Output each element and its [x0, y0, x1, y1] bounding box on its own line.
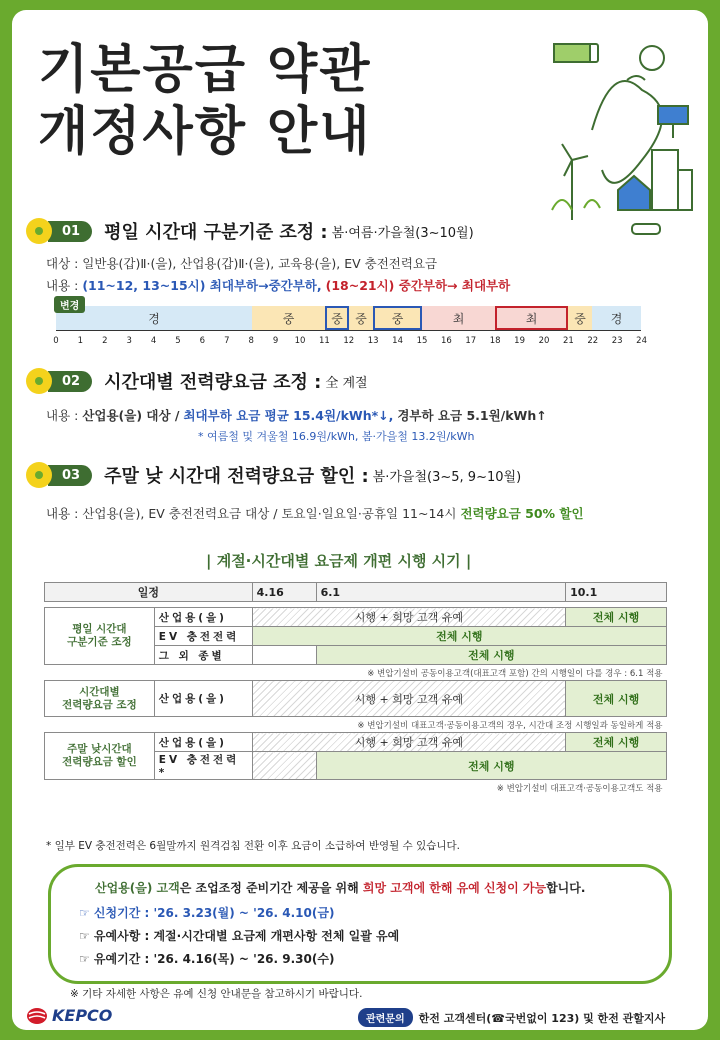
tick-label: 23 — [611, 336, 623, 346]
tick-label: 3 — [126, 336, 132, 346]
band-mid-13-15: 중 — [373, 306, 422, 330]
item-ev: EV 충전전력* — [154, 752, 252, 780]
full-cell: 전체 시행 — [316, 646, 666, 665]
house-icon — [618, 176, 650, 210]
section-1-header — [26, 216, 474, 246]
content-label: 내용 : — [46, 506, 79, 521]
callout-deferral: ☞ 유예기간 : '26. 4.16(목) ~ '26. 9.30(수) — [79, 952, 335, 966]
tick-label: 8 — [248, 336, 254, 346]
timeline-axis — [56, 330, 641, 331]
section-subtitle: 봄·가을철(3~5, 9~10월) — [372, 469, 522, 485]
tick-label: 20 — [538, 336, 550, 346]
table-row — [45, 733, 667, 752]
notice-sheet — [12, 10, 708, 1030]
band-mid-21-22: 중 — [568, 306, 592, 330]
date-0601: 6.1 — [316, 583, 566, 602]
section-title: 시간대별 전력량요금 조정 : — [104, 372, 322, 393]
tick-label: 15 — [416, 336, 428, 346]
item-ev: EV 충전전력 — [154, 627, 252, 646]
col-schedule: 일정 — [45, 583, 253, 602]
band-light-22-24: 경 — [592, 306, 641, 330]
band-mid-8-11: 중 — [252, 306, 325, 330]
tick-label: 1 — [77, 336, 84, 346]
change-badge: 변경 — [54, 296, 85, 313]
content-target: 산업용(을), EV 충전전력요금 대상 / 토요일·일요일·공휴일 11~14시 — [82, 506, 457, 521]
note-2: ※ 변압기설비 대표고객·공동이용고객의 경우, 시간대 조정 시행일과 동일하게 적용 — [357, 720, 663, 731]
title-line-1: 기본공급 약관 — [38, 40, 372, 100]
full-cell: 전체 시행 — [252, 627, 666, 646]
solar-panel-icon — [658, 106, 688, 124]
full-cell: 전체 시행 — [566, 681, 667, 717]
sec1-content — [46, 276, 510, 294]
lightbulb-icon — [26, 218, 52, 244]
tick-label: 6 — [199, 336, 206, 346]
tick-label: 18 — [489, 336, 501, 346]
tick-label: 10 — [294, 336, 306, 346]
tick-label: 17 — [465, 336, 477, 346]
section-subtitle: 봄·여름·가을철(3~10월) — [331, 225, 474, 241]
pilot-cell: 시행 + 희망 고객 유예 — [252, 681, 565, 717]
tick-label: 11 — [318, 336, 330, 346]
schedule-heading: | 계절·시간대별 요금제 개편 시행 시기 | — [206, 552, 472, 570]
pilot-cell: 시행 + 희망 고객 유예 — [252, 608, 565, 627]
content-blue: (11~12, 13~15시) 최대부하→중간부하, — [82, 278, 322, 293]
tick-label: 0 — [53, 336, 59, 346]
note-1: ※ 변압기설비 공동이용고객(대표고객 포함) 간의 시행일이 다를 경우 : 6.1 적용 — [367, 668, 663, 679]
item-other: 그 외 종별 — [154, 646, 252, 665]
sec2-content — [46, 406, 547, 424]
band-mid-12-13: 중 — [349, 306, 373, 330]
section-number: 02 — [48, 371, 92, 392]
item-industrial: 산업용(을) — [154, 733, 252, 752]
section-2-header — [26, 366, 368, 396]
schedule-table — [44, 582, 667, 796]
kepco-logo: KEPCO — [26, 1006, 112, 1025]
tick-label: 19 — [514, 336, 526, 346]
content-label: 내용 : — [46, 408, 79, 423]
sec3-content — [46, 504, 584, 522]
band-peak-15-18: 최 — [422, 306, 495, 330]
content-label: 내용 : — [46, 278, 79, 293]
callout-scope: ☞ 유예사항 : 계절·시간대별 요금제 개편사항 전체 일괄 유예 — [79, 929, 400, 943]
table-row — [45, 608, 667, 627]
pilot-cell: 시행 + 희망 고객 유예 — [252, 733, 565, 752]
section-number: 03 — [48, 465, 92, 486]
tick-label: 13 — [367, 336, 379, 346]
band-peak-18-21: 최 — [495, 306, 568, 330]
ev-car-icon — [632, 224, 660, 234]
callout-lead: 산업용(을) 고객은 조업조정 준비기간 제공을 위해 희망 고객에 한해 유예 신청이 가능합니다. — [95, 881, 586, 895]
section-number: 01 — [48, 221, 92, 242]
date-1001: 10.1 — [566, 583, 667, 602]
tick-label: 12 — [343, 336, 355, 346]
tick-label: 14 — [392, 336, 404, 346]
section-title: 평일 시간대 구분기준 조정 : — [104, 222, 328, 243]
tick-label: 24 — [636, 336, 648, 346]
tick-label: 5 — [175, 336, 181, 346]
deferral-callout — [48, 864, 672, 984]
table-row — [45, 681, 667, 717]
schedule-header-row — [45, 583, 667, 602]
kepco-logo-icon — [26, 1007, 48, 1025]
footer-note: ※ 기타 자세한 사항은 유예 신청 안내문을 참고하시기 바랍니다. — [70, 988, 363, 1000]
section-3-header — [26, 460, 521, 490]
lightbulb-icon — [26, 462, 52, 488]
tick-label: 4 — [150, 336, 157, 346]
full-cell: 전체 시행 — [566, 733, 667, 752]
building-icon — [652, 150, 678, 210]
content-red: (18~21시) 중간부하→ 최대부하 — [325, 278, 511, 293]
sec2-footnote: * 여름철 및 겨울철 16.9원/kWh, 봄·가을철 13.2원/kWh — [198, 430, 475, 443]
group-time-rate: 시간대별 전력량요금 조정 — [45, 681, 155, 717]
globe-icon — [640, 46, 664, 70]
note-3: ※ 변압기설비 대표고객·공동이용고객도 적용 — [496, 783, 663, 794]
section-title: 주말 낮 시간대 전력량요금 할인 : — [104, 466, 369, 487]
item-industrial: 산업용(을) — [154, 681, 252, 717]
tick-label: 7 — [224, 336, 230, 346]
band-light-0-8: 경 — [56, 306, 252, 330]
content-peak: 최대부하 요금 평균 15.4원/kWh*↓, — [183, 408, 394, 423]
tick-label: 9 — [272, 336, 279, 346]
energy-illustration — [532, 20, 702, 240]
content-discount: 전력량요금 50% 할인 — [460, 506, 584, 521]
lightbulb-icon — [26, 368, 52, 394]
section-subtitle: 全 계절 — [325, 375, 368, 391]
content-light: 경부하 요금 5.1원/kWh↑ — [397, 408, 547, 423]
tick-label: 22 — [587, 336, 599, 346]
item-industrial: 산업용(을) — [154, 608, 252, 627]
contact-text: 한전 고객센터(☎국번없이 123) 및 한전 관할지사 — [418, 1011, 666, 1025]
tick-label: 16 — [440, 336, 452, 346]
group-weekend: 주말 낮시간대 전력량요금 할인 — [45, 733, 155, 780]
tick-label: 21 — [562, 336, 574, 346]
full-cell: 전체 시행 — [316, 752, 666, 780]
callout-period: ☞ 신청기간 : '26. 3.23(월) ~ '26. 4.10(금) — [79, 906, 335, 920]
full-cell: 전체 시행 — [566, 608, 667, 627]
date-0416: 4.16 — [252, 583, 316, 602]
tick-label: 2 — [102, 336, 108, 346]
sec1-target: 대상 : 일반용(갑)Ⅱ·(을), 산업용(갑)Ⅱ·(을), 교육용(을), EV 충전전력요금 — [46, 256, 438, 271]
ev-note: * 일부 EV 충전전력은 6월말까지 원격검침 전환 이후 요금이 소급하여 반영될 수 있습니다. — [46, 840, 460, 852]
contact — [358, 1008, 665, 1027]
title-line-2: 개정사항 안내 — [38, 102, 372, 162]
contact-badge: 관련문의 — [358, 1008, 413, 1027]
content-target: 산업용(을) 대상 / — [82, 408, 180, 423]
group-weekday: 평일 시간대 구분기준 조정 — [45, 608, 155, 665]
band-mid-11-12: 중 — [325, 306, 349, 330]
